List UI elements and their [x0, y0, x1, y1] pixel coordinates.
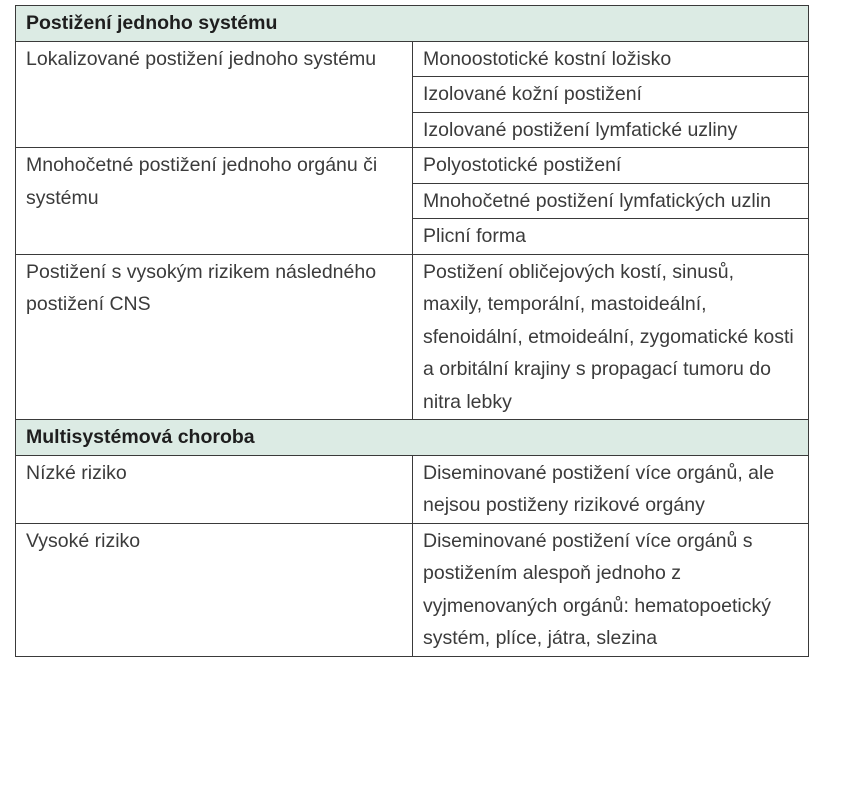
item-cell: Postižení obličejových kostí, sinusů, maxily, temporální, mastoideální, sfenoidální, etmoideální, zygomatické kosti a orbitální krajiny s propagací tumoru do nitra lebky	[413, 254, 809, 420]
section-title-multisystem: Multisystémová choroba	[16, 420, 809, 456]
section-header-row	[16, 6, 809, 42]
table-row	[16, 523, 809, 656]
section-header-row	[16, 420, 809, 456]
item-cell: Mnohočetné postižení lymfatických uzlin	[413, 183, 809, 219]
group-label-cns-risk: Postižení s vysokým rizikem následného postižení CNS	[16, 254, 413, 420]
classification-table	[15, 5, 809, 657]
group-label-low-risk: Nízké riziko	[16, 455, 413, 523]
item-cell: Polyostotické postižení	[413, 148, 809, 184]
table-row	[16, 41, 809, 77]
item-cell: Izolované postižení lymfatické uzliny	[413, 112, 809, 148]
section-title-single-system: Postižení jednoho systému	[16, 6, 809, 42]
table-row	[16, 455, 809, 523]
item-cell: Diseminované postižení více orgánů s postižením alespoň jednoho z vyjmenovaných orgánů: hematopoetický systém, plíce, játra, slezina	[413, 523, 809, 656]
table-row	[16, 254, 809, 420]
table-row	[16, 148, 809, 184]
item-cell: Plicní forma	[413, 219, 809, 255]
item-cell: Izolované kožní postižení	[413, 77, 809, 113]
group-label-multiple: Mnohočetné postižení jednoho orgánu či systému	[16, 148, 413, 255]
group-label-high-risk: Vysoké riziko	[16, 523, 413, 656]
item-cell: Diseminované postižení více orgánů, ale nejsou postiženy rizikové orgány	[413, 455, 809, 523]
item-cell: Monoostotické kostní ložisko	[413, 41, 809, 77]
group-label-localized: Lokalizované postižení jednoho systému	[16, 41, 413, 148]
